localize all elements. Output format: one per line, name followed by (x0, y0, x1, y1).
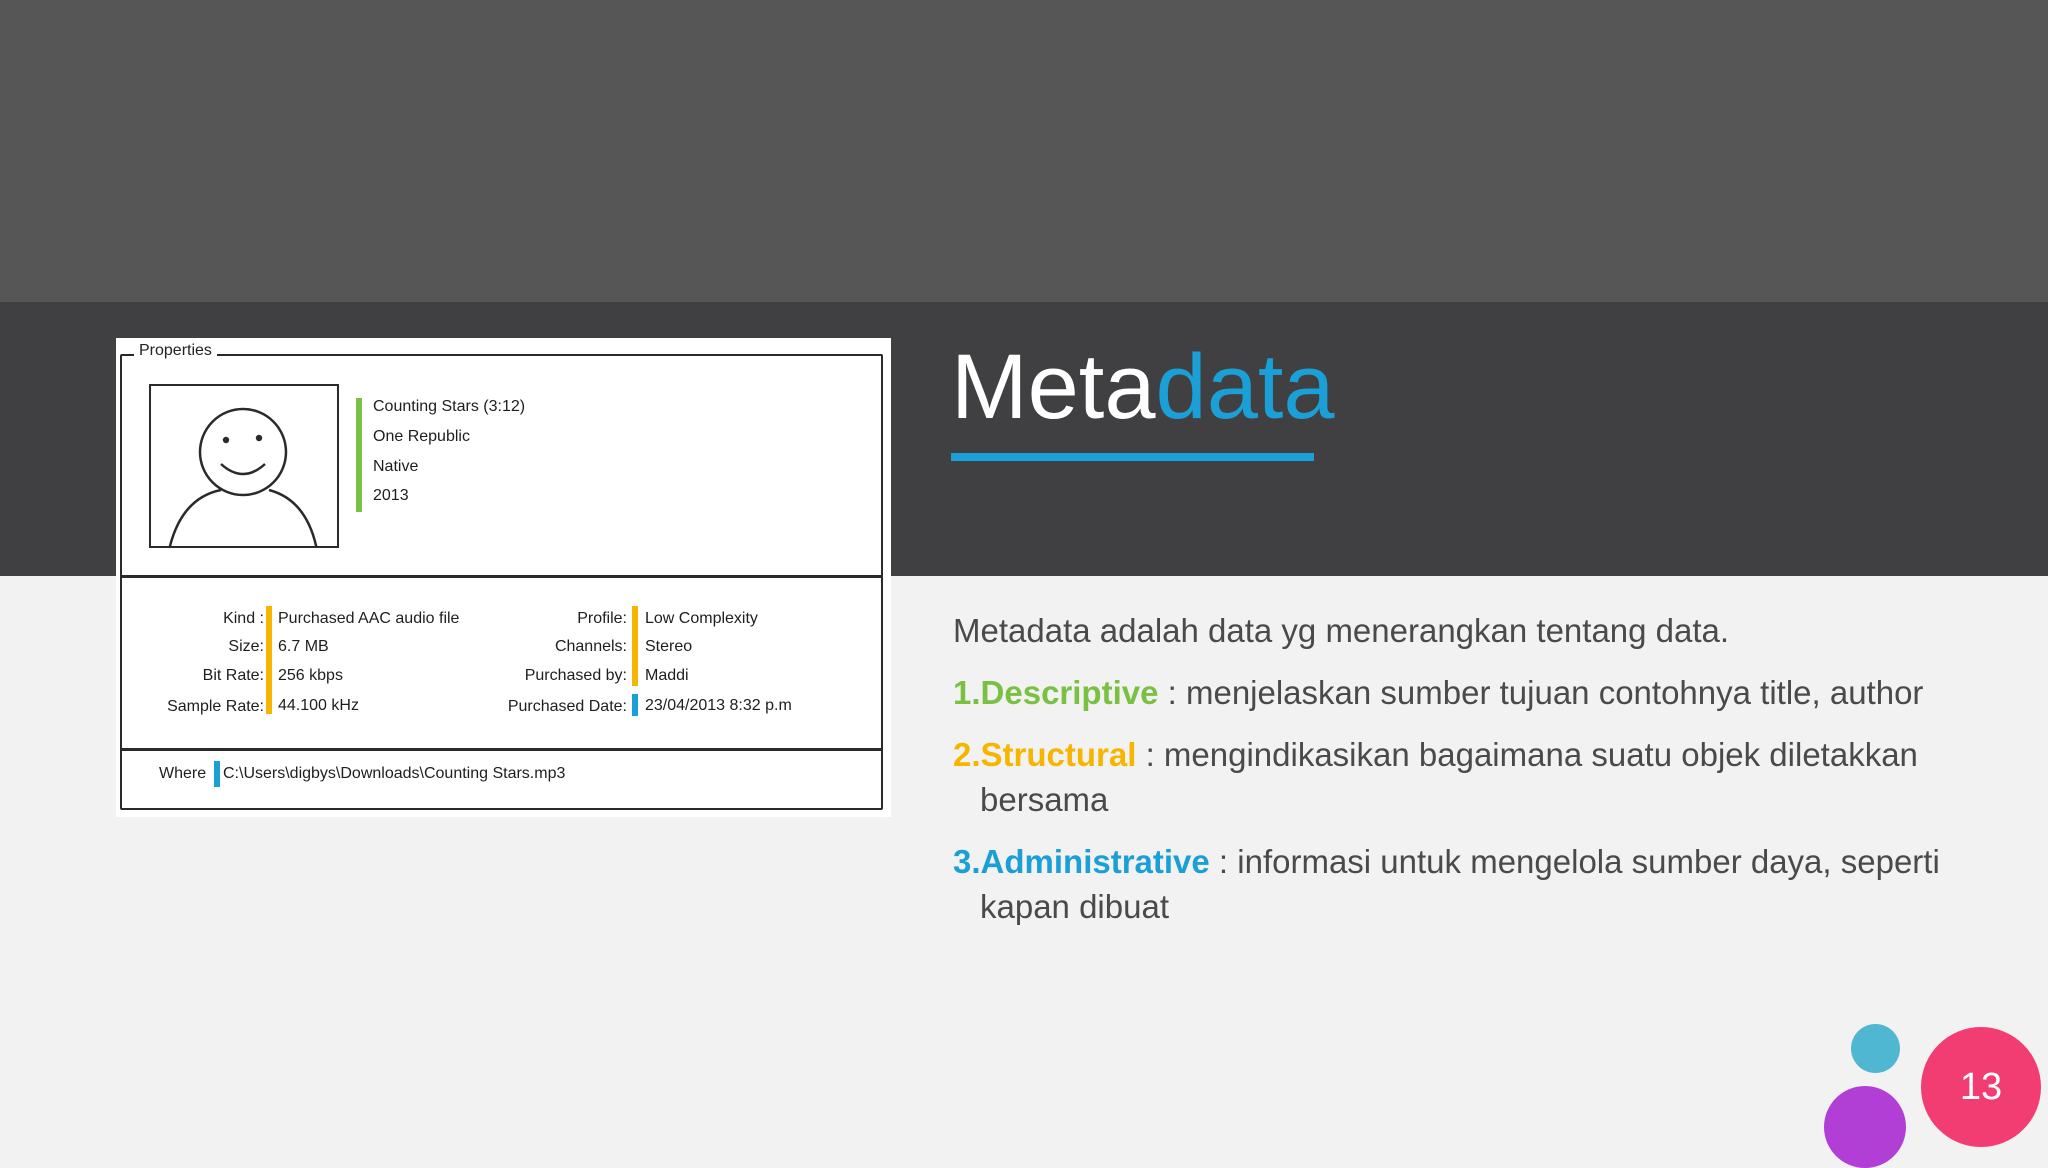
title-underline (951, 453, 1314, 461)
purchased-date-value: 23/04/2013 8:32 p.m (645, 697, 792, 714)
track-info-bar (356, 398, 362, 512)
smiley-face-icon (151, 386, 339, 548)
page-number: 13 (1921, 1027, 2041, 1147)
track-album: Native (373, 458, 419, 475)
details-right-bar (632, 606, 638, 686)
profile-label: Profile: (577, 610, 627, 627)
item-1-term: Descriptive (980, 674, 1159, 711)
track-title: Counting Stars (3:12) (373, 398, 526, 415)
channels-label: Channels: (554, 638, 627, 655)
bitrate-label: Bit Rate: (202, 667, 264, 684)
purchased-by-label: Purchased by: (524, 667, 627, 684)
track-artist: One Republic (373, 428, 470, 445)
list-item-descriptive (953, 674, 1923, 712)
channels-value: Stereo (645, 638, 693, 655)
purchased-date-label: Purchased Date: (507, 698, 627, 715)
size-value: 6.7 MB (278, 638, 329, 655)
where-label: Where (159, 765, 207, 782)
item-1-text: : menjelaskan sumber tujuan contohnya title, author (1158, 674, 1924, 711)
properties-divider-1 (120, 575, 883, 578)
item-3-text: : informasi untuk mengelola sumber daya, seperti (1209, 843, 1940, 880)
intro-text: Metadata adalah data yg menerangkan tentang data. (953, 612, 1730, 649)
purchased-by-value: Maddi (645, 667, 689, 684)
item-3-continuation: kapan dibuat (980, 888, 1169, 925)
item-3-number: 3. (953, 843, 981, 880)
title-part-white: Meta (951, 336, 1156, 438)
size-label: Size: (228, 638, 264, 655)
profile-value: Low Complexity (645, 610, 758, 627)
slide-title (951, 335, 1335, 440)
title-part-blue: data (1155, 336, 1335, 438)
item-1-number: 1. (953, 674, 981, 711)
samplerate-value: 44.100 kHz (278, 697, 359, 714)
where-value: C:\Users\digbys\Downloads\Counting Stars.mp3 (223, 765, 566, 782)
list-item-structural (953, 736, 1918, 774)
properties-window-image (116, 338, 891, 817)
item-2-number: 2. (953, 736, 981, 773)
item-2-text: : mengindikasikan bagaimana suatu objek diletakkan (1136, 736, 1918, 773)
decor-circle-teal (1851, 1024, 1900, 1073)
item-3-term: Administrative (980, 843, 1210, 880)
where-bar (214, 761, 220, 787)
properties-legend: Properties (134, 342, 217, 360)
kind-label: Kind : (223, 610, 264, 627)
properties-divider-2 (120, 748, 883, 751)
decor-circle-purple (1824, 1086, 1906, 1168)
kind-value: Purchased AAC audio file (278, 610, 460, 627)
bitrate-value: 256 kbps (278, 667, 343, 684)
list-item-administrative (953, 843, 1940, 881)
header-band-top (0, 0, 2048, 302)
avatar-sketch (149, 384, 339, 548)
samplerate-label: Sample Rate: (167, 698, 264, 715)
track-year: 2013 (373, 487, 409, 504)
item-2-term: Structural (980, 736, 1137, 773)
details-left-bar (266, 606, 272, 714)
purchase-date-bar (632, 694, 638, 716)
item-2-continuation: bersama (980, 781, 1109, 818)
